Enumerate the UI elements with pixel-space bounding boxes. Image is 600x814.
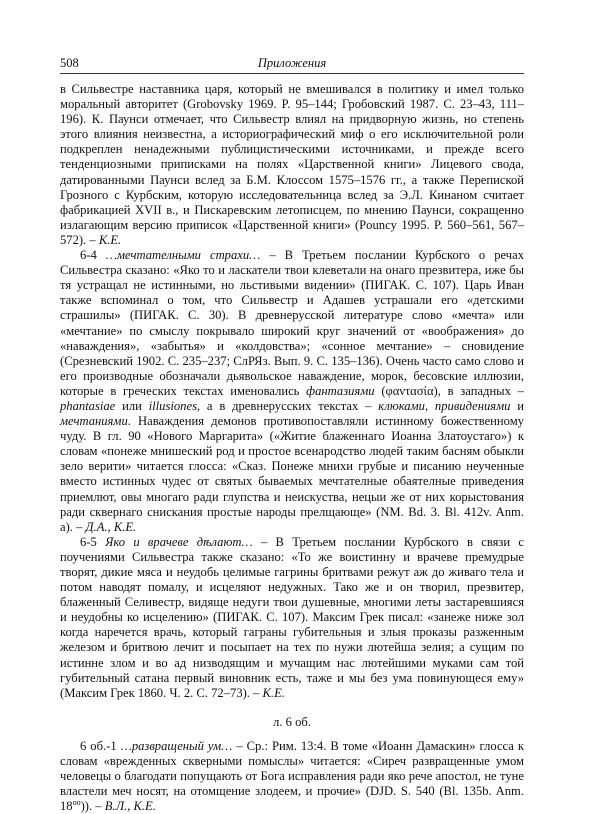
note-6-4: 6-4 …мечтателными страхи… – В Третьем послании Курбского о речах Сильвестра сказано: «Яко то и ласкатели твои клеветали на онаго презвитера, иже бы тя устращал не истинными, но льстивыми видении» (ПИГАК. С. 107). Царь Иван также вспоминал о том, что Сильвестр и Адашев устрашали его «детскими страшилы» (ПИГАК. С. 30). В древнерусской литературе слово «мечта» или «мечтание» по смыслу покрывало широкий круг значений от «воображения» до «наваждения», «забытья» и «колдовства»; «сонное мечтание» – сновидение (Срезневский 1902. С. 235–237; СлРЯз. Вып. 9. С. 135–136). Очень часто само слово и его производные обозначали дьявольское наваждение, морок, бесовские иллюзии, которые в греческих текстах именовались фантазиями (φαντασία), в западных – phantasiae или illusiones, а в древнерусских текстах – клюками, привидениями и мечтаниями. Наваждения демонов противопоставляли истинному божественному чуду. В гл. 90 «Нового Маргарита» («Житие блаженнаго Иоанна Златоустаго») к словам «понеже мнишеский род и простое всенародство людей таким басням обыкли зело верити» читается глосса: «Сказ. Понеже мнихи грубые и писанию неученные вместо истинных чудес от святых бываемых мечтателные обаятелные приведения приемлют, овы многаго ради глупства и неискуства, нецыи же от них корыстования ради сквернаго снискания простые народы прелщающе» (NM. Bd. 3. Bl. 412v. Anm. a). – Д.А., К.Е. bbox=[60, 248, 525, 534]
note-6-5: 6-5 Яко и врачеве дѣлают… – В Третьем послании Курбского в связи с поучениями Сильвестра также сказано: «То же воистинну и врачеве премудрые творят, дикие мяса и неудобь целимые гагрины бритвами режут аж до живаго тела и потом наводят помалу, и исцеляют недужных. Тако же и он творил, презвитер, блаженный Селивестр, видяще недуги твои душевные, многими леты застаревшияся и неудобны ко исцелению» (ПИГАК. С. 107). Максим Грек писал: «занеже ниже зол когда наречется врачь, который гаграны губительныя и злыя проказы разженным железом и бритвою лечит и посыпает на тех по нужи лютейша зелия; а сущим по истинне злом и во ад низводящим и мучащим нас лютейшими муками сам той губительный сатана первый виновник есть, таже и мы без ума повинующеся ему» (Максим Грек 1860. Ч. 2. С. 72–73). – К.Е. bbox=[60, 534, 524, 700]
continuation-paragraph: в Сильвестре наставника царя, который не вмешивался в политику и имел только моральный авторитет (Grobovsky 1969. P. 95–144; Гробовский 1987. С. 23–43, 111–196). К. Паунси отмечает, что Сильвестр влиял на придворную жизнь, но степень этого влияния неизвестна, а историографический миф о его исключительной роли подкреплен ненадежными публицистическими источниками, и прежде всего тенденциозными приписками на полях «Царственной книги» Лицевого свода, датированными Паунси вслед за Б.М. Клоссом 1575–1576 гг., а также Перепиской Грозного с Курбским, которую исследовательница вслед за Э.Л. Кинаном считает фабрикацией XVII в., и Пискаревским летописцем, по мнению Паунси, сокращенно излагающим версию приписок «Царственной книги» (Pouncy 1995. P. 560–561, 567–572). – К.Е. bbox=[60, 82, 524, 247]
commentary-body bbox=[60, 82, 524, 814]
note-6ob-1: 6 об.-1 …развращеный ум… – Ср.: Рим. 13:4. В томе «Иоанн Дамаскин» глосса к словам «врежденных скверными помыслы» читается: «Сиреч развращенные умом человецы о благодати попущають от Бога исправления ради яко рече апостол, не туне властели меч носят, на отомщение злодеем, и прочие» (DJD. S. 540 (Bl. 135b. Anm. $18^{oo}$)). – В.Л., К.Е. bbox=[60, 738, 524, 814]
folio-heading: л. 6 об. bbox=[273, 714, 311, 729]
section-title: Приложения bbox=[257, 56, 327, 70]
running-head bbox=[60, 56, 524, 72]
page-number: 508 bbox=[60, 56, 79, 70]
header-rule bbox=[60, 73, 524, 74]
